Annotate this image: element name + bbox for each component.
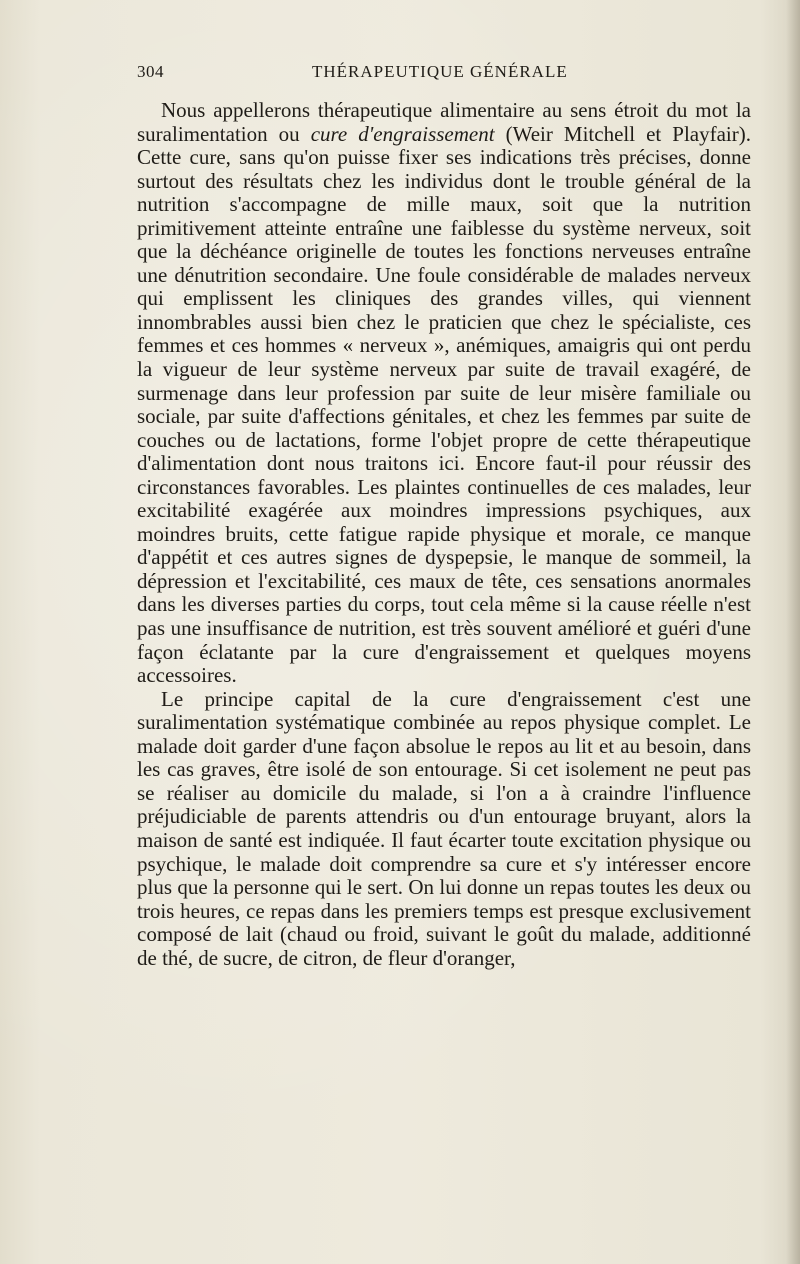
paragraph-1-rest: (Weir Mitchell et Playfair). Cette cure, sans qu'on puisse fixer ses indications très précises, donne surtout des résultats chez les individus dont le trouble général de la nutrition s'accompagne de mille maux, soit que la nutrition primitivement atteinte entraîne une faiblesse du système nerveux, soit que la déchéance originelle de toutes les fonctions nerveuses entraîne une dénutrition secondaire. Une foule considérable de malades nerveux qui emplissent les cliniques des grandes villes, qui viennent innombrables aussi bien chez le praticien que chez le spécialiste, ces femmes et ces hommes « nerveux », anémiques, amaigris qui ont perdu la vigueur de leur système nerveux par suite de travail exagéré, de surmenage dans leur profession par suite de leur misère familiale ou sociale, par suite d'affections génitales, et chez les femmes par suite de couches ou de lactations, forme l'objet propre de cette thérapeutique d'alimentation dont nous traitons ici. Encore faut-il pour réussir des circonstances favorables. Les plaintes continuelles de ces malades, leur excitabilité exagérée aux moindres impressions psychiques, aux moindres bruits, cette fatigue rapide physique et morale, ce manque d'appétit et ces autres signes de dyspepsie, le manque de sommeil, la dépression et l'excitabilité, ces maux de tête, ces sensations anormales dans les diverses parties du corps, tout cela même si la cause réelle n'est pas une insuffisance de nutrition, est très souvent amélioré et guéri d'une façon éclatante par la cure d'engraissement et quelques moyens accessoires. <box>137 121 752 688</box>
page-edge-shadow <box>786 0 800 1264</box>
running-title: THÉRAPEUTIQUE GÉNÉRALE <box>312 62 568 81</box>
paragraph-1-start: Nous appellerons thérapeutique alimentaire au sens étroit du mot la suralimentation ou <box>137 98 751 146</box>
page-number: 304 <box>137 62 164 81</box>
italic-term: cure d'engraissement <box>310 121 495 146</box>
page-header <box>137 62 750 88</box>
paragraph-1 <box>137 99 751 688</box>
paragraph-2: Le principe capital de la cure d'engraissement c'est une suralimentation systématique combinée au repos physique complet. Le malade doit garder d'une façon absolue le repos au lit et au besoin, dans les cas graves, être isolé de son entourage. Si cet isolement ne peut pas se réaliser au domicile du malade, si l'on a à craindre l'influence préjudiciable de parents attendris ou d'un entourage bruyant, alors la maison de santé est indiquée. Il faut écarter toute excitation physique ou psychique, le malade doit comprendre sa cure et s'y intéresser encore plus que la personne qui le sert. On lui donne un repas toutes les deux ou trois heures, ce repas dans les premiers temps est presque exclusivement composé de lait (chaud ou froid, suivant le goût du malade, additionné de thé, de sucre, de citron, de fleur d'oranger, <box>137 686 751 970</box>
body-text <box>137 99 751 970</box>
